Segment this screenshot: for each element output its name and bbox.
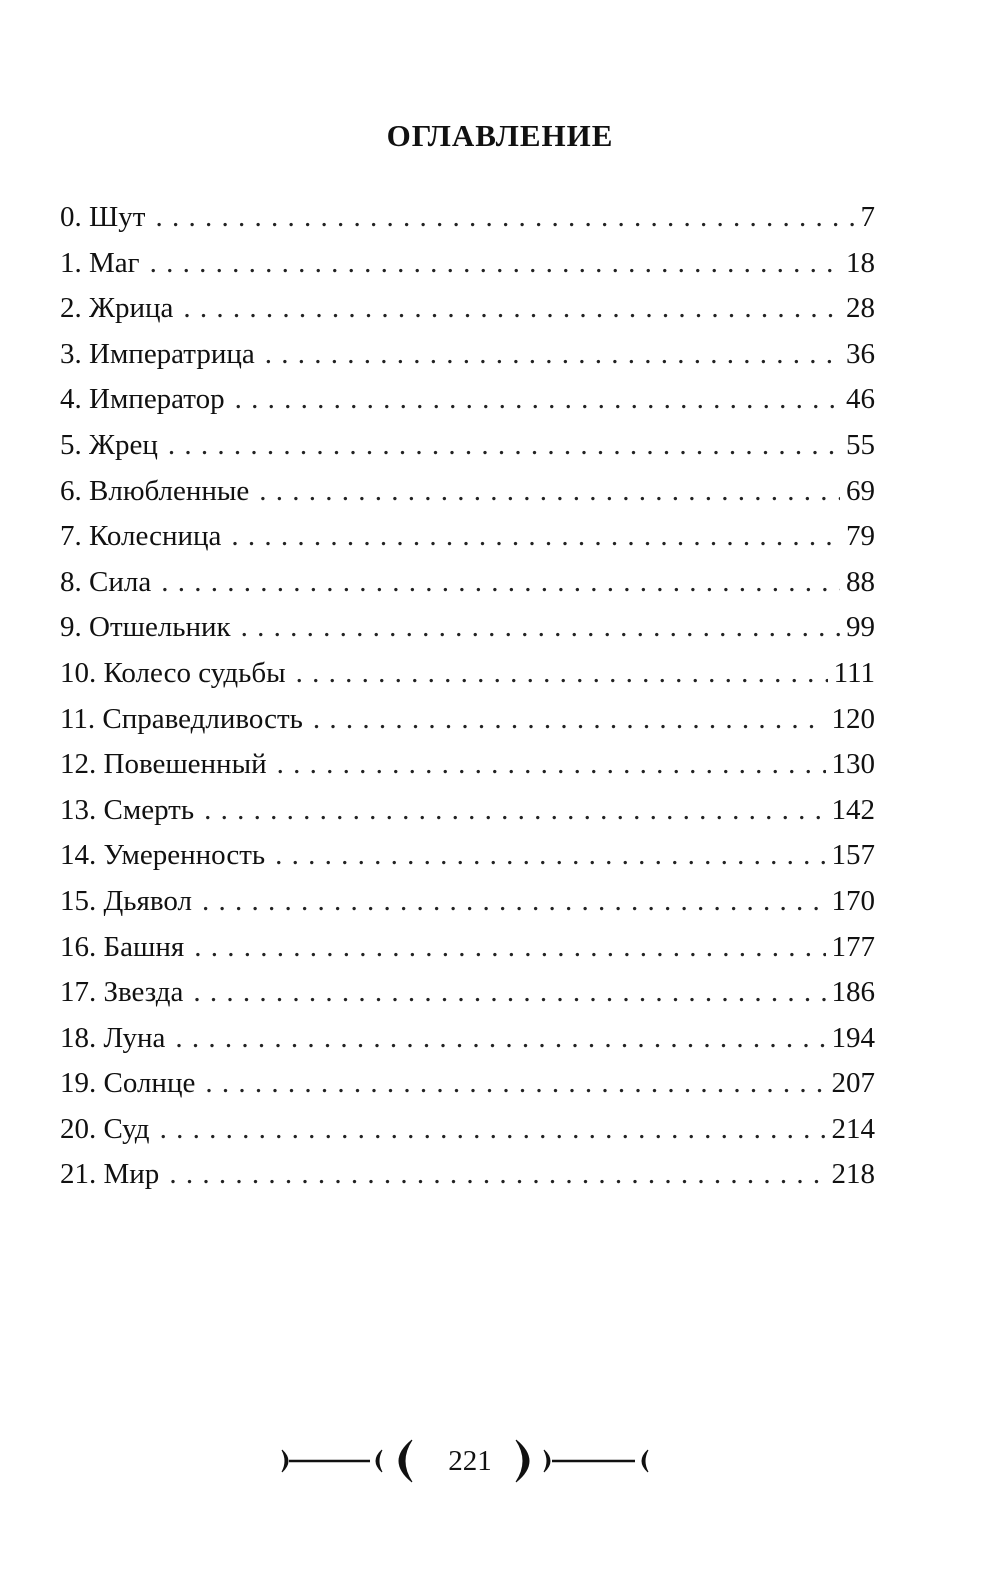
dot-leader	[194, 925, 825, 971]
toc-entry-page: 36	[846, 337, 875, 370]
toc-entry-page: 170	[831, 884, 875, 917]
toc-entry-page: 88	[846, 565, 875, 598]
toc-entry	[60, 1016, 875, 1062]
toc-entry-title: 0. Шут	[60, 201, 146, 233]
dot-leader	[241, 605, 840, 651]
dot-leader	[150, 241, 840, 287]
toc-entry-page: 157	[831, 839, 875, 872]
toc-entry-page: 7	[860, 201, 875, 233]
toc-entry	[60, 286, 875, 332]
toc-entry-title: 20. Суд	[60, 1112, 150, 1145]
dot-leader	[275, 833, 825, 879]
toc-entry	[60, 1107, 875, 1153]
toc-entry-page: 214	[831, 1112, 875, 1145]
toc-entry-title: 1. Маг	[60, 246, 140, 279]
toc-entry-title: 17. Звезда	[60, 976, 184, 1009]
toc-entry	[60, 879, 875, 925]
toc-entry-page: 79	[846, 520, 875, 553]
dot-leader	[161, 560, 840, 606]
toc-entry	[60, 195, 875, 241]
toc-entry-title: 3. Императрица	[60, 337, 255, 370]
toc-entry-title: 13. Смерть	[60, 793, 195, 826]
dot-leader	[202, 879, 826, 925]
dot-leader	[204, 788, 825, 834]
toc-entry	[60, 241, 875, 287]
toc-entry-page: 207	[831, 1067, 875, 1100]
toc-entry-title: 4. Император	[60, 383, 225, 416]
toc-entry-title: 18. Луна	[60, 1021, 166, 1054]
toc-entry-page: 142	[831, 793, 875, 826]
dot-leader	[155, 195, 854, 241]
toc-entry	[60, 651, 875, 697]
dot-leader	[296, 651, 828, 697]
dot-leader	[205, 1061, 825, 1107]
toc-entry-title: 11. Справедливость	[60, 702, 303, 735]
table-of-contents	[60, 195, 875, 1198]
toc-entry-title: 10. Колесо судьбы	[60, 656, 286, 689]
toc-entry	[60, 514, 875, 560]
toc-entry	[60, 332, 875, 378]
page-title: ОГЛАВЛЕНИЕ	[386, 118, 614, 153]
dot-leader	[175, 1016, 825, 1062]
toc-entry	[60, 833, 875, 879]
dot-leader	[183, 286, 840, 332]
toc-entry-title: 7. Колесница	[60, 520, 222, 553]
toc-entry-title: 12. Повешенный	[60, 748, 267, 781]
toc-entry-title: 9. Отшельник	[60, 611, 231, 644]
toc-entry-title: 6. Влюбленные	[60, 474, 250, 507]
toc-entry-page: 120	[831, 702, 875, 735]
toc-entry-page: 218	[831, 1158, 875, 1191]
toc-entry-title: 2. Жрица	[60, 292, 174, 325]
toc-entry-title: 16. Башня	[60, 930, 185, 963]
page-footer	[0, 1436, 1000, 1486]
dot-leader	[277, 742, 826, 788]
toc-entry-title: 19. Солнце	[60, 1067, 196, 1100]
toc-entry	[60, 697, 875, 743]
toc-entry	[60, 605, 875, 651]
toc-entry	[60, 788, 875, 834]
dot-leader	[169, 1152, 825, 1198]
dot-leader	[168, 423, 840, 469]
toc-entry-page: 28	[846, 292, 875, 325]
page-number: 221	[448, 1445, 492, 1477]
toc-entry	[60, 469, 875, 515]
toc-entry-page: 177	[831, 930, 875, 963]
toc-entry	[60, 1061, 875, 1107]
toc-entry	[60, 560, 875, 606]
toc-entry	[60, 377, 875, 423]
toc-entry	[60, 742, 875, 788]
dot-leader	[265, 332, 840, 378]
dot-leader	[193, 970, 825, 1016]
toc-entry-page: 18	[846, 246, 875, 279]
toc-entry-page: 46	[846, 383, 875, 416]
toc-entry	[60, 970, 875, 1016]
toc-entry-page: 55	[846, 428, 875, 461]
toc-entry	[60, 1152, 875, 1198]
toc-entry-title: 5. Жрец	[60, 428, 158, 461]
toc-entry-title: 14. Умеренность	[60, 839, 266, 872]
dot-leader	[231, 514, 840, 560]
toc-entry-title: 15. Дьявол	[60, 884, 192, 917]
dot-leader	[259, 469, 840, 515]
toc-entry-title: 21. Мир	[60, 1158, 160, 1191]
toc-entry	[60, 925, 875, 971]
toc-entry-title: 8. Сила	[60, 565, 152, 598]
dot-leader	[160, 1107, 826, 1153]
toc-entry-page: 194	[831, 1021, 875, 1054]
toc-entry-page: 111	[833, 656, 875, 689]
toc-entry-page: 130	[831, 748, 875, 781]
toc-entry-page: 69	[846, 474, 875, 507]
dot-leader	[235, 377, 840, 423]
toc-entry-page: 186	[831, 976, 875, 1009]
dot-leader	[313, 697, 826, 743]
toc-entry	[60, 423, 875, 469]
toc-entry-page: 99	[846, 611, 875, 644]
